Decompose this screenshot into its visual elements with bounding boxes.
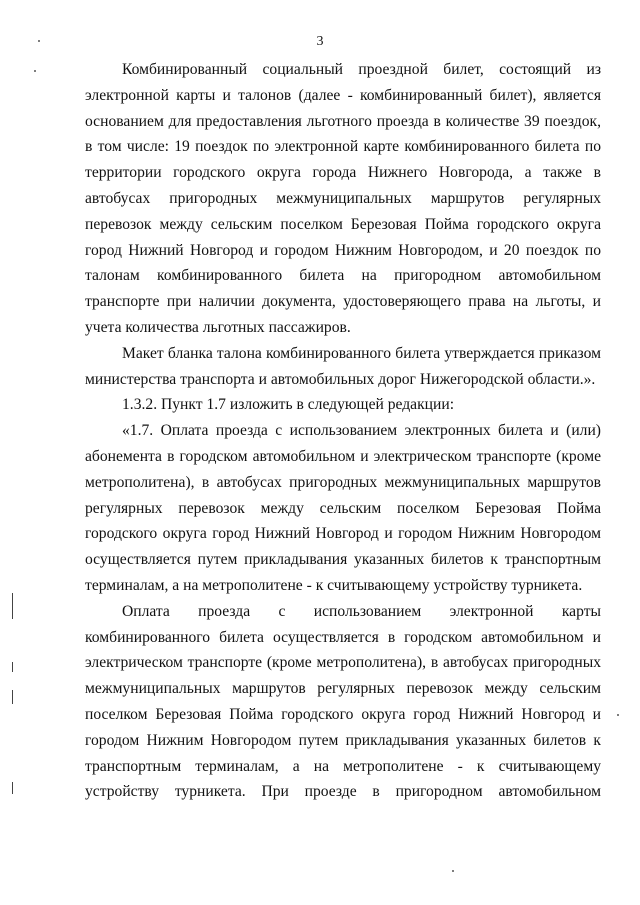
scan-dot: [34, 70, 36, 72]
scan-margin-mark: [12, 782, 13, 794]
scan-dot: [38, 40, 40, 42]
page-number: 3: [316, 34, 324, 49]
scan-dot: [617, 714, 619, 716]
paragraph-payment-combined-card: Оплата проезда с использованием электронной карты комбинированного билета осуществляется в городском автомобильном и электрическом транспорте (кроме метрополитена), в автобусах пригородных межмуниципальных маршрутов регулярных перевозок между сельским поселком Березовая Пойма городского округа город Нижний Новгород и городом Нижним Новгородом путем прикладывания указанных билетов к транспортным терминалам, а на метрополитене - к считывающему устройству турникета. При проезде в пригородном автомобильном: [85, 602, 601, 801]
scan-dot: [452, 870, 454, 872]
scan-margin-mark: [12, 662, 13, 672]
paragraph-ticket-template: Макет бланка талона комбинированного билета утверждается приказом министерства транспорта и автомобильных дорог Нижегородской области.».: [85, 344, 601, 388]
paragraph-combined-ticket: Комбинированный социальный проездной билет, состоящий из электронной карты и талонов (далее - комбинированный билет), является основанием для предоставления льготного проезда в количестве 39 поездок, в том числе: 19 поездок по электронной карте комбинированного билета по территории городского округа города Нижнего Новгорода, а также в автобусах пригородных межмуниципальных маршрутов регулярных перевозок между сельским поселком Березовая Пойма городского округа город Нижний Новгород и городом Нижним Новгородом, и 20 поездок по талонам комбинированного билета на пригородном автомобильном транспорте при наличии документа, удостоверяющего права на льготы, и учета количества льготных пассажиров.: [85, 61, 601, 336]
scan-margin-mark: [12, 593, 13, 619]
document-body: [85, 57, 601, 805]
paragraph-clause-1-7: «1.7. Оплата проезда с использованием электронных билета и (или) абонемента в городском автомобильном и электрическом транспорте (кроме метрополитена), в автобусах пригородных межмуниципальных маршрутов регулярных перевозок между сельским поселком Березовая Пойма городского округа город Нижний Новгород и городом Нижним Новгородом осуществляется путем прикладывания указанных билетов к транспортным терминалам, а на метрополитене - к считывающему устройству турникета.: [85, 422, 601, 594]
paragraph-clause-1-3-2: 1.3.2. Пункт 1.7 изложить в следующей редакции:: [122, 396, 455, 414]
scan-margin-mark: [12, 690, 13, 704]
